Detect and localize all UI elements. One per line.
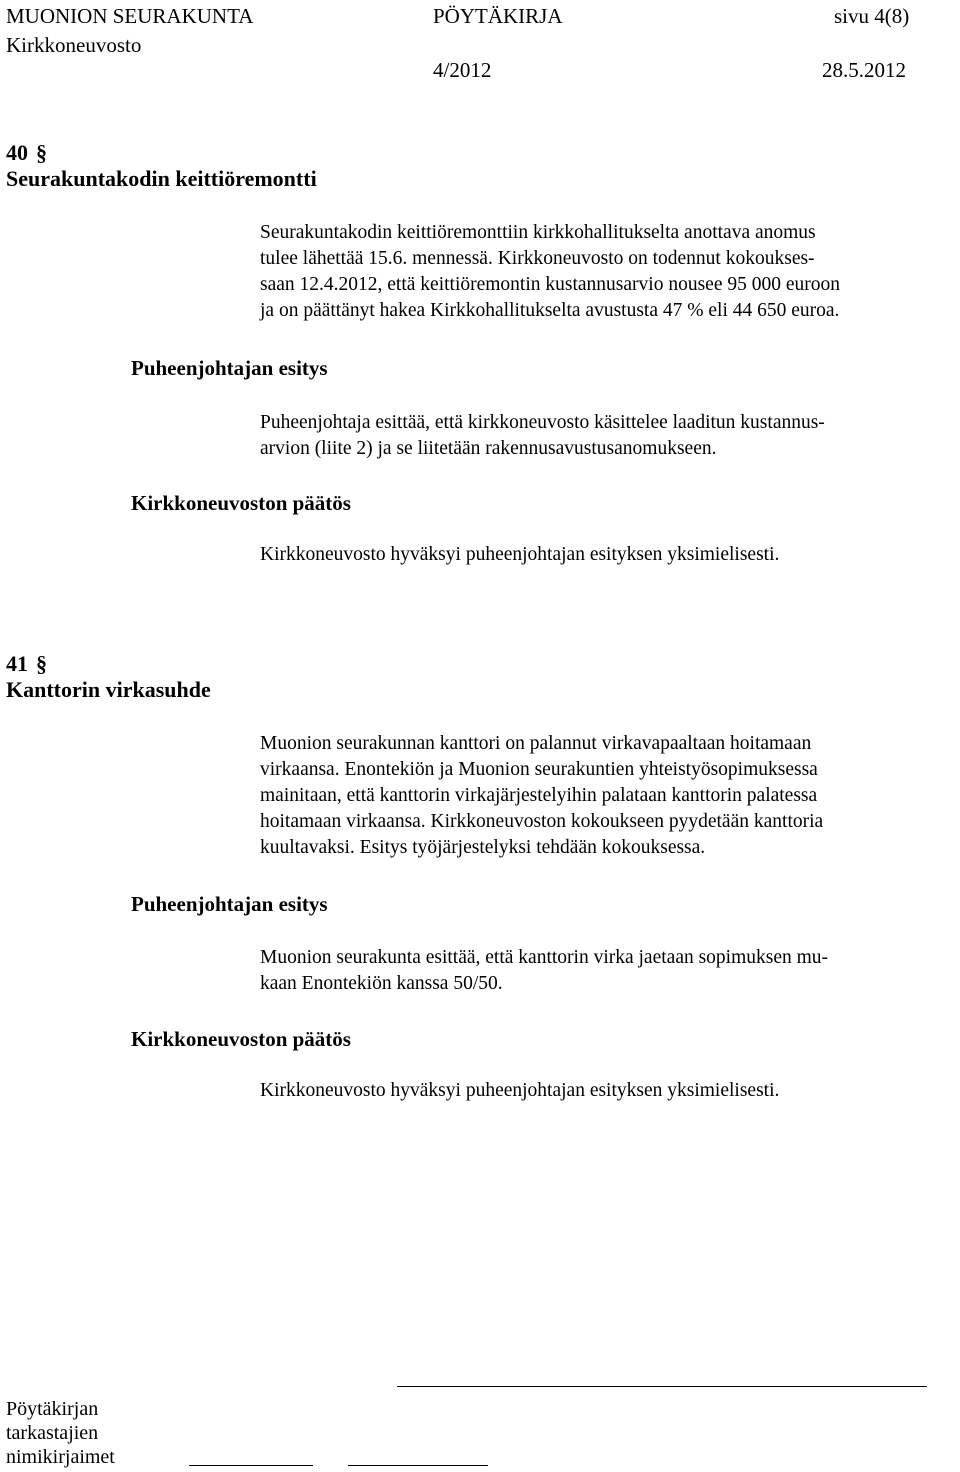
initials-line[interactable] <box>348 1465 488 1466</box>
proposal-label: Puheenjohtajan esitys <box>131 892 328 916</box>
initials-label: Pöytäkirjan tarkastajien nimikirjaimet <box>6 1398 115 1468</box>
section-symbol: § <box>36 651 47 676</box>
section-title: Seurakuntakodin keittiöremontti <box>6 166 317 191</box>
page-number: sivu 4(8) <box>834 4 910 28</box>
section-heading-number: 40 § <box>6 140 47 165</box>
section-intro: Seurakuntakodin keittiöremonttiin kirkkohallitukselta anottava anomus tulee lähettää 15.6. mennessä. Kirkkoneuvosto on todennut kokoukses- saan 12.4.2012, että keittiöremontin kustannusarvio nousee 95 000 euroon ja on päättänyt hakea Kirkkohallitukselta avustusta 47 % eli 44 650 euroa. <box>260 222 841 321</box>
proposal-text: Puheenjohtaja esittää, että kirkkoneuvosto käsittelee laaditun kustannus- arvion (liite 2) ja se liitetään rakennusavustusanomukseen. <box>260 412 825 459</box>
proposal-text: Muonion seurakunta esittää, että kanttorin virka jaetaan sopimuksen mu- kaan Enontekiön kanssa 50/50. <box>260 947 829 994</box>
footer-rule <box>397 1386 927 1387</box>
section-title: Kanttorin virkasuhde <box>6 677 211 702</box>
decision-label: Kirkkoneuvoston päätös <box>131 491 351 515</box>
org-name: MUONION SEURAKUNTA <box>6 4 254 28</box>
section-symbol: § <box>36 140 47 165</box>
decision-text: Kirkkoneuvosto hyväksyi puheenjohtajan esityksen yksimielisesti. <box>260 1080 780 1101</box>
document-type: PÖYTÄKIRJA <box>433 4 563 28</box>
meeting-date: 28.5.2012 <box>822 58 906 82</box>
decision-text: Kirkkoneuvosto hyväksyi puheenjohtajan esityksen yksimielisesti. <box>260 544 780 565</box>
meeting-number: 4/2012 <box>433 58 492 82</box>
initials-line[interactable] <box>189 1465 313 1466</box>
decision-label: Kirkkoneuvoston päätös <box>131 1027 351 1051</box>
section-heading-number: 41 § <box>6 651 47 676</box>
proposal-label: Puheenjohtajan esitys <box>131 356 328 380</box>
section-intro: Muonion seurakunnan kanttori on palannut virkavapaaltaan hoitamaan virkaansa. Enontekiön ja Muonion seurakuntien yhteistyösopimuksessa mainitaan, että kanttorin virkajärjestelyihin palataan kanttorin palatessa hoitamaan virkaansa. Kirkkoneuvoston kokoukseen pyydetään kanttoria kuultavaksi. Esitys työjärjestelyksi tehdään kokouksessa. <box>260 733 824 858</box>
meeting-body: Kirkkoneuvosto <box>6 33 142 57</box>
